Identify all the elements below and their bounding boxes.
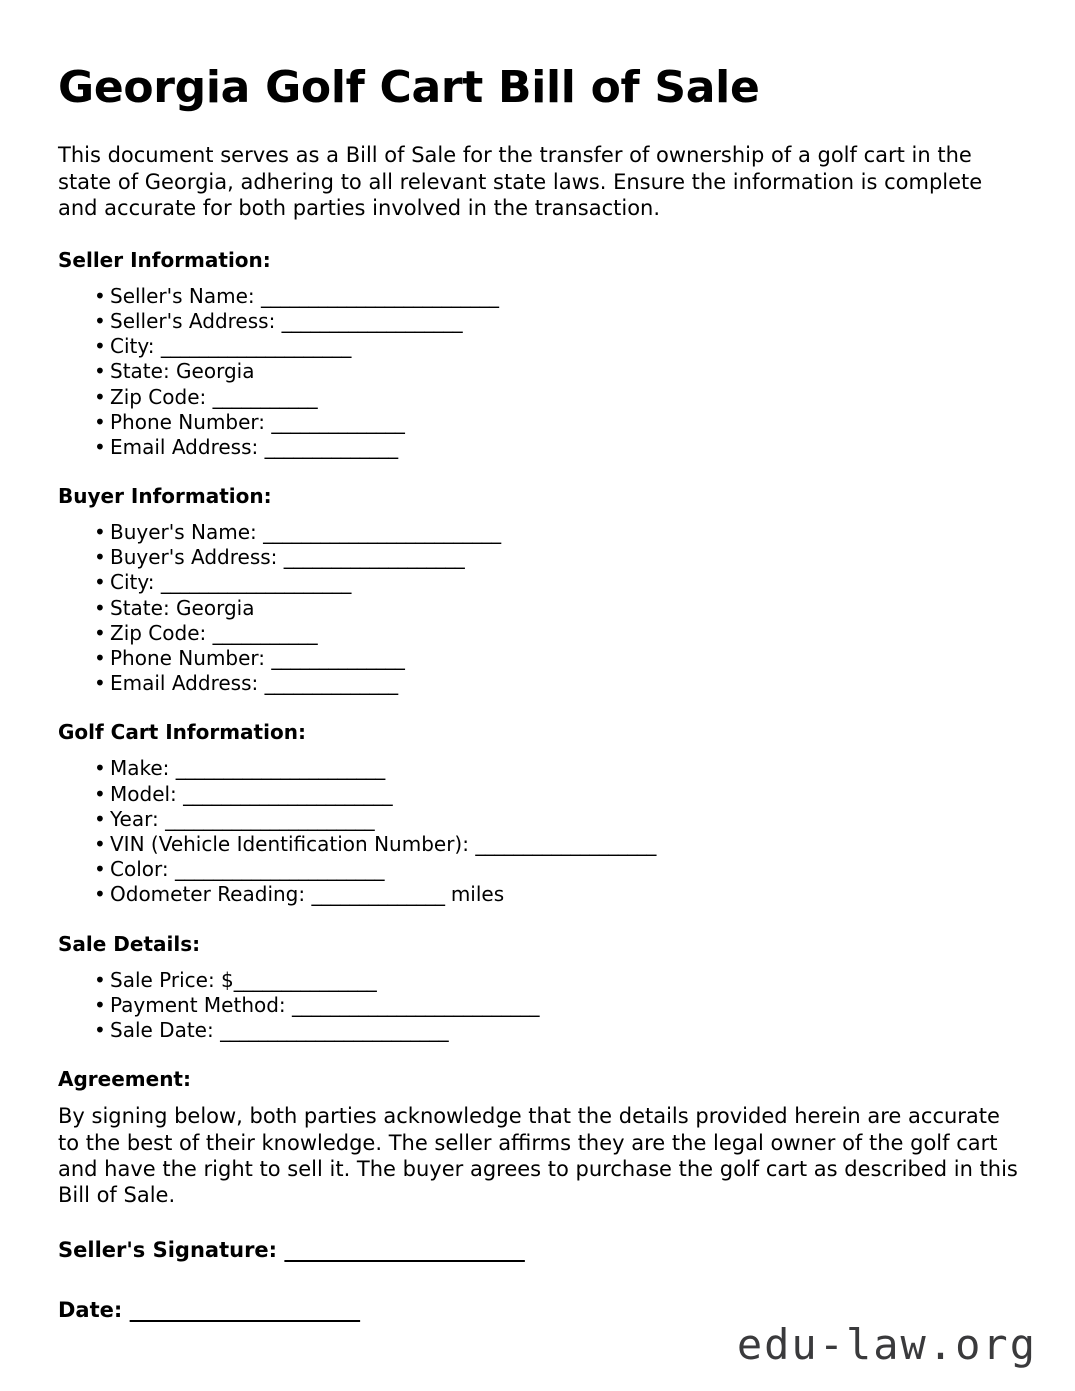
list-item[interactable] (58, 993, 1018, 1018)
field-blank: ______________ (311, 882, 445, 907)
field-blank: ___________________ (475, 831, 656, 856)
field-label: Seller's Name: (110, 283, 262, 308)
site-watermark: edu-law.org (736, 1320, 1037, 1369)
buyer-information-heading: Buyer Information: (58, 484, 272, 509)
list-item[interactable] (58, 782, 1018, 807)
field-label: Phone Number: (110, 646, 272, 670)
seller-information-heading: Seller Information: (58, 247, 271, 272)
buyer-information-list (58, 520, 1018, 696)
list-item[interactable] (58, 359, 1018, 384)
agreement-heading: Agreement: (58, 1067, 191, 1092)
list-item[interactable] (58, 807, 1018, 832)
list-item[interactable] (58, 882, 1018, 907)
seller-signature-field[interactable] (58, 1237, 1018, 1263)
date-blank: _______________________ (129, 1298, 360, 1323)
list-item[interactable] (58, 385, 1018, 410)
field-blank: ___________________ (283, 545, 465, 570)
list-item[interactable] (58, 1018, 1018, 1043)
field-blank: ____________________ (160, 334, 351, 359)
field-blank: ___________________ (281, 308, 463, 333)
list-item[interactable] (58, 646, 1018, 671)
list-item[interactable] (58, 309, 1018, 334)
list-item[interactable] (58, 621, 1018, 646)
field-blank: ______________ (271, 646, 405, 670)
field-label: Seller's Address: (110, 308, 282, 333)
list-item[interactable] (58, 832, 1018, 857)
field-label: Model: (110, 781, 184, 806)
field-blank: _________________________ (263, 520, 501, 545)
field-label: Payment Method: (110, 992, 293, 1017)
field-blank: ___________ (212, 620, 318, 645)
field-label: Buyer's Address: (110, 545, 284, 570)
golf-cart-information-list (58, 756, 1018, 907)
field-blank: ______________ (271, 409, 405, 434)
field-blank: ________________________ (220, 1017, 449, 1042)
field-blank: ______________ (264, 671, 398, 696)
list-item[interactable] (58, 284, 1018, 309)
field-label: Year: (110, 806, 166, 831)
list-item[interactable] (58, 435, 1018, 460)
date-label: Date: (58, 1298, 130, 1323)
field-blank: ______________________ (175, 756, 385, 781)
field-label: Sale Date: (110, 1017, 221, 1042)
field-blank: _________________________ (261, 283, 499, 308)
list-item[interactable] (58, 857, 1018, 882)
field-suffix: miles (444, 882, 505, 907)
list-item[interactable] (58, 968, 1018, 993)
field-label: Phone Number: (110, 409, 272, 434)
field-label: Sale Price: $ (110, 967, 234, 992)
field-label: City: (110, 570, 161, 595)
sale-details-list (58, 968, 1018, 1044)
intro-paragraph: This document serves as a Bill of Sale for the transfer of ownership of a golf cart in the state of Georgia, adhering to all relevant state laws. Ensure the information is complete and accurate for both parties involved in the transaction. (58, 143, 983, 221)
field-label: Zip Code: (110, 620, 213, 645)
list-item[interactable] (58, 671, 1018, 696)
list-item[interactable] (58, 756, 1018, 781)
field-label: Color: (110, 857, 175, 882)
field-label: Zip Code: (110, 384, 213, 409)
field-blank: _______________ (233, 967, 377, 992)
field-blank: __________________________ (292, 992, 540, 1017)
field-blank: ______________________ (174, 857, 384, 882)
list-item[interactable] (58, 596, 1018, 621)
field-label: Buyer's Name: (110, 520, 264, 545)
field-label: VIN (Vehicle Identification Number): (110, 831, 476, 856)
seller-information-list (58, 284, 1018, 460)
field-label: Email Address: (110, 434, 265, 459)
golf-cart-information-heading: Golf Cart Information: (58, 720, 306, 745)
field-label: Email Address: (110, 671, 265, 696)
list-item[interactable] (58, 334, 1018, 359)
field-blank: ______________ (264, 434, 398, 459)
sale-details-heading: Sale Details: (58, 931, 201, 956)
field-blank: ______________________ (183, 781, 393, 806)
field-blank: ___________ (212, 384, 318, 409)
seller-signature-label: Seller's Signature: (58, 1237, 285, 1262)
list-item[interactable] (58, 410, 1018, 435)
list-item[interactable] (58, 570, 1018, 595)
field-label: State: Georgia (110, 359, 255, 384)
list-item[interactable] (58, 545, 1018, 570)
field-label: City: (110, 334, 161, 359)
field-blank: ______________________ (165, 806, 375, 831)
list-item[interactable] (58, 520, 1018, 545)
agreement-body: By signing below, both parties acknowledge that the details provided herein are accurate to the best of their knowledge. The seller affirms they are the legal owner of the golf cart and have the right to sell it. The buyer agrees to purchase the golf cart as described in this Bill of Sale. (58, 1104, 1018, 1208)
field-label: Odometer Reading: (110, 882, 312, 907)
field-label: State: Georgia (110, 595, 255, 620)
field-blank: ____________________ (160, 570, 351, 595)
seller-signature-blank: ________________________ (284, 1237, 525, 1262)
field-label: Make: (110, 756, 176, 781)
document-content (58, 64, 1018, 1357)
page-title: Georgia Golf Cart Bill of Sale (58, 62, 760, 113)
